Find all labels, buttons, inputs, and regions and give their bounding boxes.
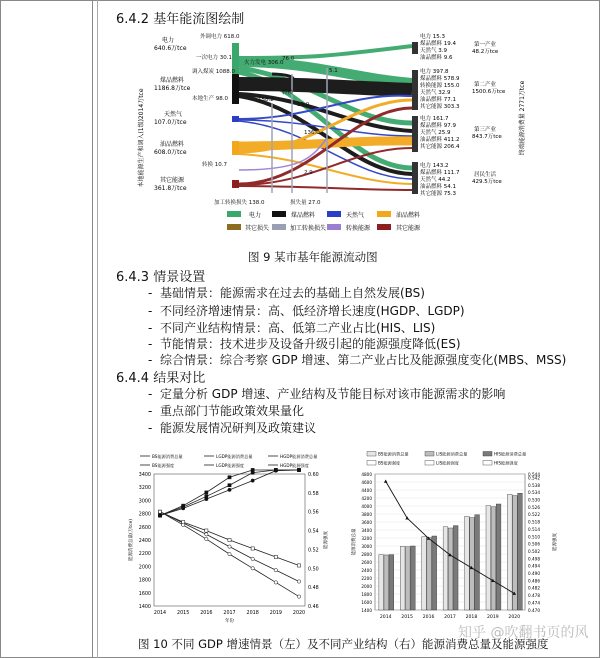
data-point — [251, 479, 254, 482]
flow-label: 转换 — [282, 90, 294, 96]
sankey-source-name: 煤品燃料 — [160, 77, 185, 84]
data-point — [205, 491, 208, 494]
legend-label: BS能源消费总量 — [378, 451, 409, 457]
section-643-title: 6.4.3 情景设置 — [116, 270, 206, 285]
data-point — [297, 564, 300, 567]
y-tick-label: 2000 — [138, 565, 151, 571]
legend-label: 天然气 — [346, 212, 365, 219]
sector-row: 煤品燃料 97.9 — [420, 123, 456, 129]
data-point — [297, 468, 300, 471]
flow-label: 加工转换损失 138.0 — [214, 200, 265, 206]
legend-label: 其它能源 — [396, 225, 421, 232]
list-item: - 节能情景：技术进步及设备升级引起的能源强度降低(ES) — [148, 337, 461, 351]
y2-tick-label: 0.54 — [308, 529, 319, 535]
x-tick-label: 2019 — [487, 615, 499, 620]
list-item: - 综合情景：综合考察 GDP 增速、第二产业占比及能源强度变化(MBS、MSS) — [148, 353, 567, 367]
y-tick-label: 3200 — [138, 486, 151, 492]
sector-row: 转换能源 155.0 — [420, 83, 460, 89]
data-point — [297, 595, 300, 598]
y-tick-label: 3400 — [361, 527, 372, 533]
y2-tick-label: 0.538 — [528, 482, 540, 488]
y2-tick-label: 0.510 — [528, 534, 540, 540]
y2-tick-label: 0.514 — [528, 526, 540, 532]
y-tick-label: 1800 — [138, 578, 151, 584]
bar — [491, 507, 496, 610]
sector-row: 煤品燃料 19.4 — [420, 41, 456, 47]
y2-tick-label: 0.58 — [308, 491, 319, 497]
legend-swatch — [425, 461, 434, 466]
sankey-left-axis: 本地能源生产和调入(1级)2014万tce — [138, 88, 145, 188]
bar — [470, 518, 475, 610]
x-tick-label: 2017 — [444, 615, 456, 620]
legend-label: LGDP能源强度 — [216, 463, 245, 468]
y-tick-label: 3800 — [361, 511, 372, 517]
data-point — [228, 484, 231, 487]
y-tick-label: 2600 — [138, 525, 151, 531]
data-point — [181, 523, 184, 526]
data-point — [384, 480, 388, 483]
x-tick-label: 2015 — [401, 615, 413, 620]
sector-total: 429.5万tce — [472, 179, 502, 185]
data-point — [182, 504, 185, 507]
bar — [389, 555, 394, 610]
sector-row: 其它能源 303.3 — [420, 104, 460, 110]
x-tick-label: 2017 — [223, 611, 236, 616]
legend-label: HGDP能源消费总量 — [280, 454, 318, 459]
legend-swatch — [483, 461, 492, 466]
sector-row: 油品燃料 411.2 — [420, 137, 460, 143]
y-axis-label: 能源消费总量 — [352, 528, 357, 556]
sector-name: 第三产业 — [474, 127, 497, 133]
x-tick-label: 2014 — [153, 611, 167, 616]
y2-tick-label: 0.46 — [308, 605, 319, 610]
y2-axis-label: 能源强度 — [324, 531, 329, 549]
y2-tick-label: 0.474 — [528, 600, 540, 606]
data-point — [205, 537, 208, 540]
x-tick-label: 2018 — [465, 615, 478, 620]
x-tick-label: 2020 — [508, 615, 521, 620]
flow-label: 76.0 — [282, 56, 295, 62]
data-point — [205, 529, 208, 532]
sector-row: 天然气 32.9 — [420, 90, 451, 96]
data-point — [251, 468, 254, 471]
y2-tick-label: 0.522 — [528, 512, 540, 518]
y-tick-label: 2400 — [361, 567, 372, 573]
sankey-right-axis: 终端能源消费量 2771万tce — [519, 80, 526, 156]
sector-row: 油品燃料 9.6 — [420, 55, 453, 61]
y-tick-label: 3600 — [361, 519, 372, 525]
bar — [400, 546, 405, 610]
y-tick-label: 4400 — [361, 487, 372, 493]
legend-label: LIS能源消费总量 — [436, 451, 468, 457]
bar — [496, 504, 501, 610]
bar — [427, 538, 432, 610]
sector-row: 油品燃料 54.1 — [420, 184, 456, 190]
bar — [379, 555, 384, 610]
data-point — [228, 538, 231, 541]
y2-tick-label: 0.486 — [528, 578, 540, 584]
data-point — [205, 533, 208, 536]
data-point — [274, 555, 277, 558]
y-tick-label: 4600 — [361, 479, 372, 485]
y2-tick-label: 0.526 — [528, 504, 540, 510]
legend-label: LGDP能源消费总量 — [216, 454, 253, 459]
y-tick-label: 3400 — [138, 473, 151, 478]
legend-label: BS能源强度 — [152, 463, 175, 468]
data-point — [251, 557, 254, 560]
bar — [443, 527, 448, 610]
flow-label: 158.2 — [258, 97, 274, 103]
bar — [465, 516, 470, 610]
bar — [518, 493, 523, 610]
flow-label: 5.1 — [329, 68, 338, 74]
sector-row: 电力 161.7 — [420, 116, 449, 122]
data-point — [158, 514, 161, 517]
sector-total: 843.7万tce — [472, 134, 502, 140]
y2-tick-label: 0.534 — [528, 490, 540, 496]
legend-label: HGDP能源强度 — [280, 463, 309, 468]
flow-label: 火力发电 306.0 — [244, 60, 284, 66]
x-axis-label: 年份 — [225, 619, 234, 624]
legend-label: HIS能源消费总量 — [494, 451, 527, 457]
y-tick-label: 1800 — [361, 591, 372, 597]
sankey-source-name: 其它能源 — [160, 177, 185, 184]
list-item: - 能源发展情况研判及政策建议 — [148, 421, 316, 435]
y-tick-label: 2400 — [138, 539, 151, 544]
data-point — [274, 568, 277, 571]
watermark: 知乎 @吹翻书页的风 — [458, 625, 589, 641]
bar — [507, 494, 512, 610]
y-tick-label: 2800 — [361, 551, 372, 557]
y2-tick-label: 0.48 — [308, 586, 319, 592]
x-tick-label: 2016 — [422, 615, 435, 620]
y-tick-label: 1400 — [138, 605, 151, 610]
list-item: - 定量分析 GDP 增速、产业结构及节能目标对该市能源需求的影响 — [148, 387, 506, 401]
bar — [432, 536, 437, 610]
data-point — [251, 547, 254, 550]
bar — [422, 537, 427, 610]
legend-label: BS能源强度 — [378, 460, 401, 466]
sector-row: 其它能源 206.4 — [420, 144, 460, 150]
data-point — [228, 476, 231, 479]
list-item: - 重点部门节能政策效果量化 — [148, 404, 304, 418]
x-tick-label: 2016 — [200, 611, 213, 616]
data-point — [228, 552, 231, 555]
sankey-source-name: 电力 — [162, 37, 175, 44]
sankey-source-value: 107.0万tce — [154, 119, 187, 126]
legend-swatch — [367, 452, 376, 457]
legend-label: BS能源消费总量 — [152, 454, 183, 459]
y-tick-label: 3000 — [138, 499, 151, 505]
flow-label: 损失量 27.0 — [290, 200, 321, 206]
sector-row: 煤品燃料 578.9 — [420, 76, 460, 82]
gdp-scenario-chart — [120, 450, 335, 630]
industry-structure-chart — [345, 450, 560, 630]
flow-label: 2.9 — [304, 170, 313, 176]
y2-tick-label: 0.482 — [528, 585, 540, 591]
legend-label: 加工转换损失 — [290, 225, 327, 232]
sankey-source-value: 640.6万tce — [154, 45, 187, 52]
x-tick-label: 2014 — [379, 615, 392, 620]
bar — [410, 546, 415, 610]
data-point — [205, 497, 208, 500]
legend-swatch — [367, 461, 376, 466]
y2-tick-label: 0.518 — [528, 519, 540, 525]
y2-tick-label: 0.56 — [308, 510, 319, 516]
bar — [405, 547, 410, 610]
sankey-source-value: 608.0万tce — [154, 149, 187, 156]
y-tick-label: 2800 — [138, 512, 151, 518]
flow-label: 转换 10.7 — [202, 162, 227, 168]
y-tick-label: 4000 — [361, 503, 372, 509]
legend-label: 其它损失 — [245, 225, 270, 232]
y2-tick-label: 0.498 — [528, 556, 540, 562]
bar — [486, 506, 491, 610]
sector-name: 第一产业 — [474, 42, 497, 48]
y-tick-label: 3200 — [361, 535, 372, 541]
flow-label: 19.0 — [297, 102, 310, 108]
y2-tick-label: 0.50 — [308, 567, 319, 573]
y2-tick-label: 0.502 — [528, 548, 540, 554]
y2-tick-label: 0.60 — [308, 473, 319, 478]
sankey-diagram — [132, 28, 562, 248]
sankey-source-name: 天然气 — [164, 111, 183, 118]
flow-label: 外调电力 618.0 — [200, 34, 240, 40]
y-tick-label: 1600 — [361, 599, 372, 605]
bar — [453, 526, 458, 610]
sector-row: 电力 143.2 — [420, 163, 449, 169]
table-divider — [92, 0, 93, 658]
list-item: - 不同产业结构情景：高、低第二产业占比(HIS、LIS) — [148, 321, 436, 335]
y-tick-label: 2200 — [138, 552, 151, 558]
flow-label: 本地生产 98.0 — [192, 96, 228, 102]
y2-tick-label: 0.470 — [528, 607, 540, 613]
legend-swatch — [425, 452, 434, 457]
fig9-caption: 图 9 某市基年能源流动图 — [248, 250, 378, 264]
y-tick-label: 4200 — [361, 495, 372, 501]
legend-label: HIS能源强度 — [494, 460, 518, 466]
table-divider-inner — [97, 0, 98, 658]
sector-total: 48.2万tce — [472, 49, 499, 55]
data-point — [158, 510, 161, 513]
y-tick-label: 1400 — [361, 607, 372, 613]
sector-row: 电力 397.8 — [420, 69, 449, 75]
list-item: - 不同经济增速情景：高、低经济增长速度(HGDP、LGDP) — [148, 304, 465, 318]
sector-row: 油品燃料 77.1 — [420, 97, 456, 103]
sankey-source-value: 1186.8万tce — [154, 85, 191, 92]
sector-row: 天然气 3.9 — [420, 48, 447, 54]
list-item: - 基础情景：能源需求在过去的基础上自然发展(BS) — [148, 286, 425, 300]
y-tick-label: 2000 — [361, 583, 372, 589]
y-tick-label: 4800 — [361, 471, 372, 477]
data-point — [274, 468, 277, 471]
sector-row: 天然气 44.2 — [420, 177, 451, 183]
x-tick-label: 2018 — [246, 611, 259, 616]
legend-label: 转换能源 — [346, 225, 371, 232]
y-tick-label: 3000 — [361, 543, 372, 549]
legend-label: 电力 — [249, 212, 262, 219]
data-point — [297, 580, 300, 583]
y2-tick-label: 0.530 — [528, 497, 540, 503]
sankey-source-name: 油品燃料 — [160, 141, 185, 148]
y-tick-label: 2200 — [361, 575, 372, 581]
flow-label: 一次电力 30.1 — [196, 55, 232, 61]
data-point — [228, 488, 231, 491]
legend-swatch — [483, 452, 492, 457]
sector-name: 居民生活 — [474, 172, 497, 178]
sector-row: 其它能源 75.3 — [420, 191, 456, 197]
sector-name: 第二产业 — [474, 82, 497, 88]
data-point — [274, 581, 277, 584]
data-point — [228, 545, 231, 548]
y-axis-label: 能源消费总量(万tce) — [129, 518, 134, 562]
y2-axis-label: 能源强度 — [553, 533, 558, 551]
sector-total: 1500.6万tce — [472, 89, 506, 95]
y2-tick-label: 0.544 — [528, 471, 540, 477]
legend-label: 油品燃料 — [396, 212, 421, 219]
sector-row: 天然气 25.9 — [420, 130, 451, 136]
y2-tick-label: 0.490 — [528, 571, 540, 577]
x-tick-label: 2020 — [292, 611, 306, 616]
x-tick-label: 2015 — [177, 611, 190, 616]
y2-tick-label: 0.52 — [308, 548, 319, 554]
section-644-title: 6.4.4 结果对比 — [116, 371, 206, 386]
fig10-caption: 图 10 不同 GDP 增速情景（左）及不同产业结构（右）能源消费总量及能源强度 — [138, 637, 549, 651]
legend-label: LIS能源强度 — [436, 460, 459, 466]
bar — [384, 555, 389, 610]
y-tick-label: 1600 — [138, 591, 151, 597]
flow-label: 136.0 — [304, 130, 320, 136]
x-tick-label: 2019 — [269, 611, 282, 616]
section-642-title: 6.4.2 基年能流图绘制 — [116, 12, 245, 27]
y2-tick-label: 0.494 — [528, 563, 540, 569]
flow-label: 调入煤炭 1088.0 — [192, 69, 235, 75]
bar — [448, 528, 453, 610]
y2-tick-label: 0.478 — [528, 593, 540, 599]
sector-row: 煤品燃料 111.7 — [420, 170, 460, 176]
data-point — [251, 567, 254, 570]
sankey-source-value: 361.8万tce — [154, 185, 187, 192]
y2-tick-label: 0.506 — [528, 541, 540, 547]
sector-row: 电力 15.3 — [420, 34, 445, 40]
legend-label: 煤品燃料 — [291, 212, 316, 219]
bar — [475, 515, 480, 610]
y2-tick-label: 0.542 — [528, 475, 540, 481]
y-tick-label: 2600 — [361, 559, 372, 565]
